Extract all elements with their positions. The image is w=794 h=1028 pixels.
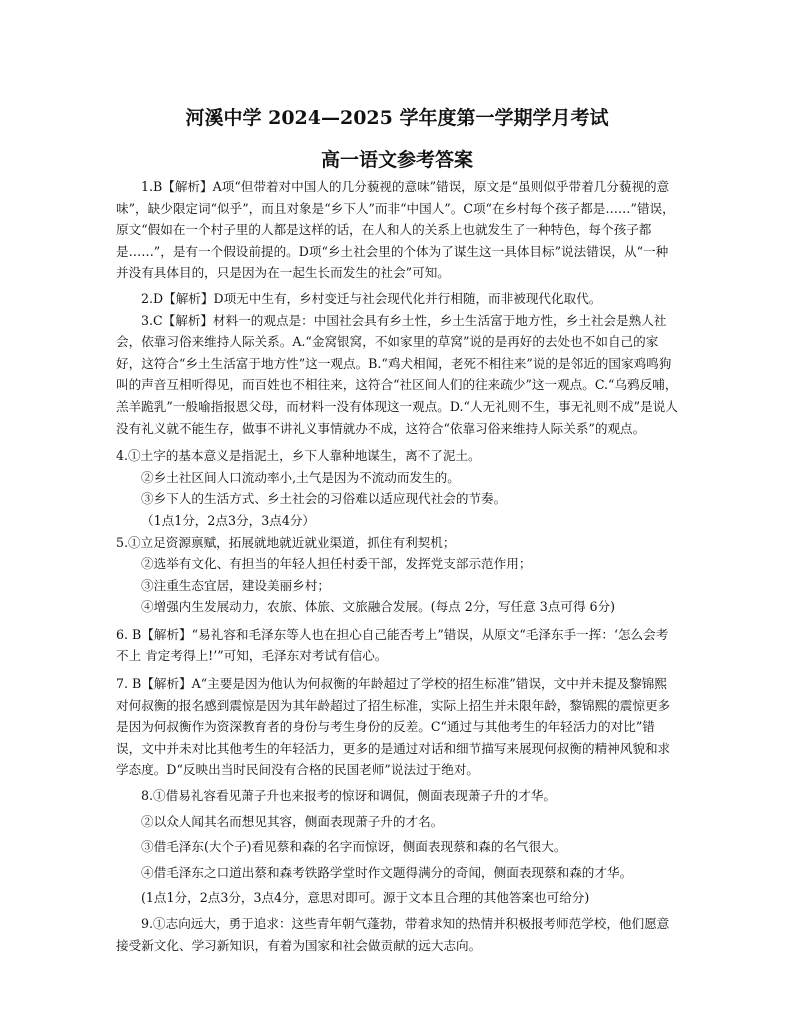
answer-4-point-1: 4.①土字的基本意义是指泥土，乡下人靠种地谋生，离不了泥土。 [116, 448, 481, 464]
answer-6: 6. B【解析】“易礼容和毛泽东等人也在担心自己能否考上”错误，从原文“毛泽东手一挥：‘怎么会考不上 肯定考得上!’”可知，毛泽东对考试有信心。 [116, 626, 669, 664]
answer-5-point-1: 5.①立足资源禀赋，拓展就地就近就业渠道，抓住有利契机； [116, 534, 456, 550]
answer-5-point-4: ④增强内生发展动力，农旅、体旅、文旅融合发展。(每点 2分，写任意 3点可得 6分) [141, 599, 616, 615]
answer-7: 7. B【解析】A“主要是因为他认为何叔衡的年龄超过了学校的招生标准”错误，文中并未提及黎锦熙对何叔衡的报名感到震惊是因为其年龄超过了招生标准，实际上招生并未限年龄，黎锦熙的震惊更多是因为何叔衡作为资深教育者的身份与考生身份的反差。C“通过与其他考生的年轻活力的对比”错误，文中并未对比其他考生的年轻活力，更多的是通过对话和细节描写来展现何叔衡的精神风貌和求学态度。D“反映出当时民间没有合格的民国老师”说法过于绝对。 [116, 676, 671, 778]
answer-1: 1.B【解析】A项“但带着对中国人的几分藐视的意味”错误，原文是“虽则似乎带着几分藐视的意味”，缺少限定词“似乎”，而且对象是“乡下人”而非“中国人”。C项“在乡村每个孩子都是……”错误，原文“假如在一个村子里的人都是这样的话，在人和人的关系上也就发生了一种特色，每个孩子都是……”，是有一个假设前提的。D项“乡土社会里的个体为了谋生这一具体目标”说法错误，从“一种并没有具体目的，只是因为在一起生长而发生的社会”可知。 [116, 179, 675, 281]
answer-5-point-2: ②选举有文化、有担当的年轻人担任村委干部，发挥党支部示范作用； [141, 556, 532, 572]
answer-8-scoring: (1点1分，2点3分，3点4分，意思对即可。源于文本且合理的其他答案也可给分) [141, 890, 590, 906]
answer-2: 2.D【解析】D项无中生有，乡村变迁与社会现代化并行相随，而非被现代化取代。 [141, 290, 602, 306]
answer-9: 9.①志向远大，勇于追求：这些青年朝气蓬勃，带着求知的热情并积极报考师范学校，他们愿意接受新文化、学习新知识，有着为国家和社会做贡献的远大志向。 [116, 916, 670, 953]
answer-8-point-4: ④借毛泽东之口道出蔡和森考铁路学堂时作文题得满分的奇闻，侧面表现蔡和森的才华。 [141, 864, 633, 880]
answer-4-point-2: ②乡土社区间人口流动率小,土气是因为不流动而发生的。 [141, 469, 460, 485]
answer-body [116, 176, 678, 956]
answer-8-point-1: 8.①借易礼容看见萧子升也来报考的惊讶和调侃，侧面表现萧子升的才华。 [141, 788, 557, 804]
document-title: 河溪中学 2024—2025 学年度第一学期学月考试 [185, 107, 609, 129]
answer-4-point-3: ③乡下人的生活方式、乡土社会的习俗难以适应现代社会的节奏。 [141, 491, 507, 507]
answer-8-point-2: ②以众人闻其名而想见其容，侧面表现萧子升的才名。 [141, 813, 444, 829]
answer-5-point-3: ③注重生态宜居，建设美丽乡村； [141, 577, 330, 593]
document-subtitle: 高一语文参考答案 [320, 149, 473, 171]
answer-3: 3.C【解析】材料一的观点是：中国社会具有乡土性，乡土生活富于地方性，乡土社会是熟人社会，依靠习俗来维持人际关系。A.“金窝银窝，不如家里的草窝”说的是再好的去处也不如自己的家好，这符合“乡土生活富于地方性”这一观点。B.“鸡犬相闻，老死不相往来”说的是邻近的国家鸡鸣狗叫的声音互相听得见，而百姓也不相往来，这符合“社区间人们的往来疏少”这一观点。C.“乌鸦反哺，羔羊跪乳”一般喻指报恩父母，而材料一没有体现这一观点。D.“人无礼则不生，事无礼则不成”是说人没有礼义就不能生存，做事不讲礼义事情就办不成，这符合“依靠习俗来维持人际关系”的观点。 [116, 312, 678, 436]
answer-4-scoring: （1点1分，2点3分，3点4分） [141, 512, 316, 528]
answer-8-point-3: ③借毛泽东(大个子)看见蔡和森的名字而惊讶，侧面表现蔡和森的名气很大。 [141, 839, 567, 855]
